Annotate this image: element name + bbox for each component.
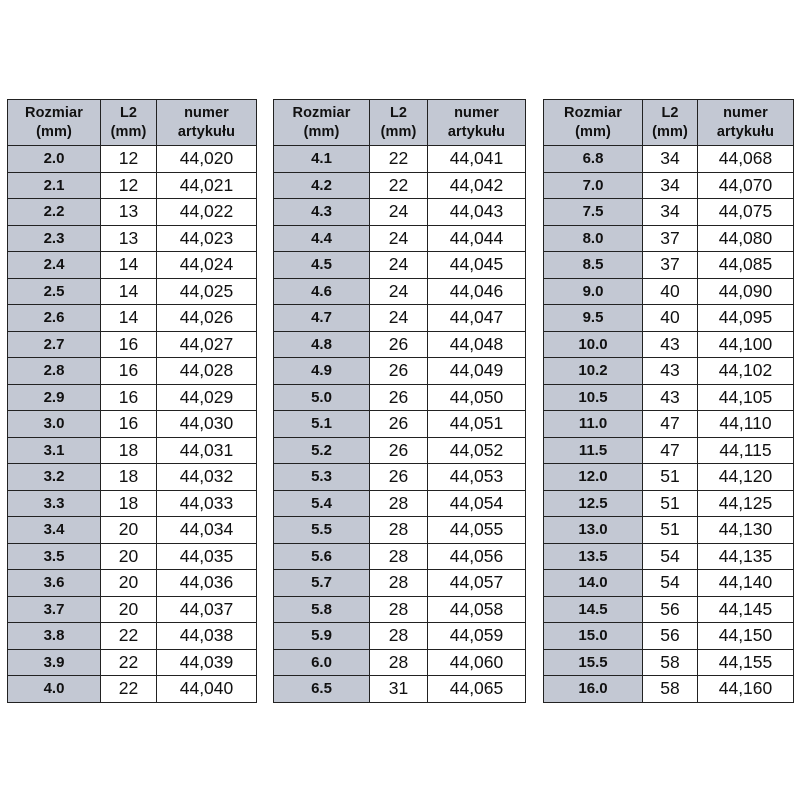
header-article	[698, 100, 794, 146]
article-number-cell: 44,150	[698, 623, 794, 650]
size-cell: 3.1	[8, 437, 101, 464]
size-cell: 2.7	[8, 331, 101, 358]
article-number-cell: 44,023	[157, 225, 257, 252]
size-cell: 5.1	[274, 411, 370, 438]
l2-cell: 22	[101, 623, 157, 650]
article-number-cell: 44,040	[157, 676, 257, 703]
l2-cell: 28	[370, 570, 428, 597]
header-row	[8, 100, 257, 146]
table-row	[274, 490, 526, 517]
header-size	[274, 100, 370, 146]
size-cell: 8.0	[544, 225, 643, 252]
table-body	[274, 146, 526, 703]
size-cell: 9.0	[544, 278, 643, 305]
table-row	[274, 358, 526, 385]
l2-cell: 14	[101, 278, 157, 305]
size-cell: 7.5	[544, 199, 643, 226]
table-body	[8, 146, 257, 703]
l2-cell: 47	[643, 437, 698, 464]
header-article-line1: numer	[454, 104, 499, 121]
article-number-cell: 44,120	[698, 464, 794, 491]
table-row	[274, 199, 526, 226]
article-number-cell: 44,046	[428, 278, 526, 305]
article-number-cell: 44,029	[157, 384, 257, 411]
article-number-cell: 44,125	[698, 490, 794, 517]
l2-cell: 34	[643, 146, 698, 173]
article-number-cell: 44,105	[698, 384, 794, 411]
size-cell: 10.2	[544, 358, 643, 385]
header-l2-line2: (mm)	[380, 123, 417, 140]
l2-cell: 16	[101, 358, 157, 385]
l2-cell: 26	[370, 464, 428, 491]
size-cell: 6.8	[544, 146, 643, 173]
article-number-cell: 44,031	[157, 437, 257, 464]
size-cell: 2.8	[8, 358, 101, 385]
table-body	[544, 146, 794, 703]
size-cell: 2.3	[8, 225, 101, 252]
article-number-cell: 44,047	[428, 305, 526, 332]
l2-cell: 40	[643, 305, 698, 332]
l2-cell: 28	[370, 623, 428, 650]
table-row	[8, 278, 257, 305]
size-cell: 4.4	[274, 225, 370, 252]
size-table-3	[543, 99, 794, 703]
l2-cell: 51	[643, 517, 698, 544]
size-cell: 12.5	[544, 490, 643, 517]
table-row	[8, 252, 257, 279]
size-cell: 15.5	[544, 649, 643, 676]
article-number-cell: 44,100	[698, 331, 794, 358]
size-table-2	[273, 99, 526, 703]
size-cell: 5.5	[274, 517, 370, 544]
l2-cell: 22	[101, 676, 157, 703]
table-row	[274, 384, 526, 411]
l2-cell: 56	[643, 596, 698, 623]
article-number-cell: 44,022	[157, 199, 257, 226]
table-row	[544, 517, 794, 544]
l2-cell: 31	[370, 676, 428, 703]
article-number-cell: 44,057	[428, 570, 526, 597]
table-row	[274, 252, 526, 279]
size-cell: 2.2	[8, 199, 101, 226]
size-cell: 4.1	[274, 146, 370, 173]
size-cell: 2.1	[8, 172, 101, 199]
header-size	[544, 100, 643, 146]
l2-cell: 24	[370, 305, 428, 332]
table-row	[274, 146, 526, 173]
article-number-cell: 44,060	[428, 649, 526, 676]
header-size-line2: (mm)	[36, 123, 72, 140]
size-cell: 10.5	[544, 384, 643, 411]
size-cell: 9.5	[544, 305, 643, 332]
article-number-cell: 44,026	[157, 305, 257, 332]
size-cell: 3.8	[8, 623, 101, 650]
table-row	[544, 278, 794, 305]
l2-cell: 14	[101, 252, 157, 279]
article-number-cell: 44,051	[428, 411, 526, 438]
table-row	[274, 517, 526, 544]
size-cell: 12.0	[544, 464, 643, 491]
size-cell: 11.5	[544, 437, 643, 464]
article-number-cell: 44,102	[698, 358, 794, 385]
size-cell: 3.5	[8, 543, 101, 570]
table-row	[8, 172, 257, 199]
table-row	[544, 305, 794, 332]
table-row	[544, 649, 794, 676]
size-cell: 3.4	[8, 517, 101, 544]
size-cell: 2.5	[8, 278, 101, 305]
article-number-cell: 44,085	[698, 252, 794, 279]
header-size-line2: (mm)	[575, 123, 611, 140]
size-cell: 2.9	[8, 384, 101, 411]
header-l2	[101, 100, 157, 146]
table-row	[8, 146, 257, 173]
header-article	[428, 100, 526, 146]
table-row	[8, 543, 257, 570]
article-number-cell: 44,056	[428, 543, 526, 570]
article-number-cell: 44,135	[698, 543, 794, 570]
size-cell: 4.9	[274, 358, 370, 385]
table-row	[274, 570, 526, 597]
article-number-cell: 44,043	[428, 199, 526, 226]
table-row	[544, 358, 794, 385]
article-number-cell: 44,036	[157, 570, 257, 597]
article-number-cell: 44,041	[428, 146, 526, 173]
size-cell: 5.6	[274, 543, 370, 570]
article-number-cell: 44,048	[428, 331, 526, 358]
table-row	[544, 172, 794, 199]
header-l2-line1: L2	[389, 104, 408, 121]
article-number-cell: 44,068	[698, 146, 794, 173]
l2-cell: 56	[643, 623, 698, 650]
table-row	[274, 543, 526, 570]
size-cell: 5.2	[274, 437, 370, 464]
l2-cell: 37	[643, 252, 698, 279]
article-number-cell: 44,090	[698, 278, 794, 305]
table-row	[544, 570, 794, 597]
table-row	[274, 649, 526, 676]
article-number-cell: 44,032	[157, 464, 257, 491]
article-number-cell: 44,030	[157, 411, 257, 438]
l2-cell: 34	[643, 199, 698, 226]
l2-cell: 18	[101, 464, 157, 491]
l2-cell: 47	[643, 411, 698, 438]
size-cell: 7.0	[544, 172, 643, 199]
article-number-cell: 44,042	[428, 172, 526, 199]
l2-cell: 20	[101, 543, 157, 570]
table-row	[8, 411, 257, 438]
table-row	[544, 596, 794, 623]
size-cell: 3.2	[8, 464, 101, 491]
article-number-cell: 44,058	[428, 596, 526, 623]
table-row	[544, 623, 794, 650]
l2-cell: 26	[370, 437, 428, 464]
l2-cell: 28	[370, 517, 428, 544]
l2-cell: 28	[370, 543, 428, 570]
table-row	[544, 331, 794, 358]
article-number-cell: 44,024	[157, 252, 257, 279]
l2-cell: 43	[643, 331, 698, 358]
size-cell: 3.0	[8, 411, 101, 438]
l2-cell: 34	[643, 172, 698, 199]
article-number-cell: 44,053	[428, 464, 526, 491]
header-l2	[370, 100, 428, 146]
size-cell: 4.2	[274, 172, 370, 199]
table-row	[274, 305, 526, 332]
table-row	[544, 411, 794, 438]
l2-cell: 22	[101, 649, 157, 676]
table-row	[544, 676, 794, 703]
l2-cell: 43	[643, 358, 698, 385]
size-cell: 5.7	[274, 570, 370, 597]
article-number-cell: 44,145	[698, 596, 794, 623]
table-row	[8, 570, 257, 597]
l2-cell: 20	[101, 570, 157, 597]
size-cell: 13.0	[544, 517, 643, 544]
l2-cell: 12	[101, 172, 157, 199]
l2-cell: 13	[101, 225, 157, 252]
size-cell: 3.6	[8, 570, 101, 597]
article-number-cell: 44,035	[157, 543, 257, 570]
table-row	[274, 411, 526, 438]
header-size	[8, 100, 101, 146]
article-number-cell: 44,039	[157, 649, 257, 676]
size-cell: 8.5	[544, 252, 643, 279]
l2-cell: 43	[643, 384, 698, 411]
l2-cell: 20	[101, 596, 157, 623]
l2-cell: 20	[101, 517, 157, 544]
l2-cell: 28	[370, 596, 428, 623]
table-row	[8, 517, 257, 544]
table-row	[8, 437, 257, 464]
size-cell: 2.0	[8, 146, 101, 173]
size-cell: 4.3	[274, 199, 370, 226]
table-row	[544, 225, 794, 252]
header-l2-line2: (mm)	[652, 123, 688, 140]
l2-cell: 26	[370, 331, 428, 358]
l2-cell: 54	[643, 570, 698, 597]
size-cell: 3.3	[8, 490, 101, 517]
table-row	[544, 146, 794, 173]
table-row	[274, 464, 526, 491]
article-number-cell: 44,160	[698, 676, 794, 703]
article-number-cell: 44,044	[428, 225, 526, 252]
l2-cell: 18	[101, 490, 157, 517]
l2-cell: 24	[370, 252, 428, 279]
table-row	[544, 490, 794, 517]
article-number-cell: 44,110	[698, 411, 794, 438]
table-row	[274, 172, 526, 199]
l2-cell: 51	[643, 464, 698, 491]
header-size-line1: Rozmiar	[564, 104, 622, 121]
size-cell: 5.0	[274, 384, 370, 411]
article-number-cell: 44,033	[157, 490, 257, 517]
table-row	[544, 464, 794, 491]
header-size-line2: (mm)	[303, 123, 340, 140]
size-cell: 5.4	[274, 490, 370, 517]
table-row	[544, 543, 794, 570]
article-number-cell: 44,050	[428, 384, 526, 411]
table-row	[8, 331, 257, 358]
article-number-cell: 44,075	[698, 199, 794, 226]
size-cell: 6.5	[274, 676, 370, 703]
table-row	[274, 596, 526, 623]
table-row	[8, 358, 257, 385]
l2-cell: 22	[370, 172, 428, 199]
article-number-cell: 44,115	[698, 437, 794, 464]
article-number-cell: 44,155	[698, 649, 794, 676]
header-row	[274, 100, 526, 146]
size-cell: 13.5	[544, 543, 643, 570]
article-number-cell: 44,054	[428, 490, 526, 517]
table-row	[8, 623, 257, 650]
article-number-cell: 44,027	[157, 331, 257, 358]
article-number-cell: 44,140	[698, 570, 794, 597]
article-number-cell: 44,038	[157, 623, 257, 650]
table-row	[274, 331, 526, 358]
l2-cell: 40	[643, 278, 698, 305]
size-table-1	[7, 99, 257, 703]
size-cell: 10.0	[544, 331, 643, 358]
l2-cell: 58	[643, 649, 698, 676]
table-row	[544, 437, 794, 464]
size-cell: 14.5	[544, 596, 643, 623]
article-number-cell: 44,045	[428, 252, 526, 279]
header-size-line1: Rozmiar	[25, 104, 83, 121]
size-cell: 3.7	[8, 596, 101, 623]
size-cell: 2.4	[8, 252, 101, 279]
header-l2-line2: (mm)	[110, 123, 147, 140]
table-row	[274, 437, 526, 464]
l2-cell: 24	[370, 278, 428, 305]
article-number-cell: 44,080	[698, 225, 794, 252]
l2-cell: 16	[101, 331, 157, 358]
table-row	[544, 199, 794, 226]
header-l2	[643, 100, 698, 146]
header-article-line2: artykułu	[447, 123, 506, 140]
table-row	[8, 384, 257, 411]
table-row	[544, 384, 794, 411]
l2-cell: 24	[370, 199, 428, 226]
header-article-line2: artykułu	[177, 123, 236, 140]
l2-cell: 22	[370, 146, 428, 173]
l2-cell: 26	[370, 411, 428, 438]
article-number-cell: 44,025	[157, 278, 257, 305]
size-cell: 3.9	[8, 649, 101, 676]
article-number-cell: 44,130	[698, 517, 794, 544]
l2-cell: 54	[643, 543, 698, 570]
table-row	[8, 490, 257, 517]
size-cell: 4.8	[274, 331, 370, 358]
table-row	[8, 225, 257, 252]
table-row	[274, 623, 526, 650]
header-row	[544, 100, 794, 146]
l2-cell: 51	[643, 490, 698, 517]
size-cell: 11.0	[544, 411, 643, 438]
article-number-cell: 44,052	[428, 437, 526, 464]
size-cell: 4.6	[274, 278, 370, 305]
table-row	[544, 252, 794, 279]
article-number-cell: 44,034	[157, 517, 257, 544]
article-number-cell: 44,055	[428, 517, 526, 544]
l2-cell: 12	[101, 146, 157, 173]
article-number-cell: 44,037	[157, 596, 257, 623]
table-row	[8, 199, 257, 226]
article-number-cell: 44,095	[698, 305, 794, 332]
size-cell: 4.7	[274, 305, 370, 332]
l2-cell: 16	[101, 384, 157, 411]
header-article-line2: artykułu	[716, 123, 775, 140]
l2-cell: 26	[370, 358, 428, 385]
size-cell: 2.6	[8, 305, 101, 332]
table-row	[8, 676, 257, 703]
size-cell: 14.0	[544, 570, 643, 597]
article-number-cell: 44,028	[157, 358, 257, 385]
l2-cell: 28	[370, 649, 428, 676]
l2-cell: 18	[101, 437, 157, 464]
l2-cell: 58	[643, 676, 698, 703]
article-number-cell: 44,059	[428, 623, 526, 650]
header-article	[157, 100, 257, 146]
article-number-cell: 44,020	[157, 146, 257, 173]
size-cell: 6.0	[274, 649, 370, 676]
header-article-line1: numer	[723, 104, 768, 121]
table-row	[8, 649, 257, 676]
size-cell: 4.0	[8, 676, 101, 703]
l2-cell: 24	[370, 225, 428, 252]
header-l2-line1: L2	[119, 104, 138, 121]
size-cell: 4.5	[274, 252, 370, 279]
l2-cell: 28	[370, 490, 428, 517]
header-l2-line1: L2	[661, 104, 679, 121]
size-cell: 5.9	[274, 623, 370, 650]
size-cell: 5.8	[274, 596, 370, 623]
table-row	[274, 278, 526, 305]
l2-cell: 13	[101, 199, 157, 226]
size-cell: 5.3	[274, 464, 370, 491]
header-size-line1: Rozmiar	[292, 104, 351, 121]
article-number-cell: 44,065	[428, 676, 526, 703]
article-number-cell: 44,021	[157, 172, 257, 199]
l2-cell: 37	[643, 225, 698, 252]
article-number-cell: 44,070	[698, 172, 794, 199]
size-cell: 16.0	[544, 676, 643, 703]
l2-cell: 26	[370, 384, 428, 411]
table-row	[8, 305, 257, 332]
l2-cell: 16	[101, 411, 157, 438]
table-row	[274, 676, 526, 703]
table-row	[274, 225, 526, 252]
article-number-cell: 44,049	[428, 358, 526, 385]
l2-cell: 14	[101, 305, 157, 332]
table-row	[8, 596, 257, 623]
table-row	[8, 464, 257, 491]
size-cell: 15.0	[544, 623, 643, 650]
header-article-line1: numer	[184, 104, 229, 121]
